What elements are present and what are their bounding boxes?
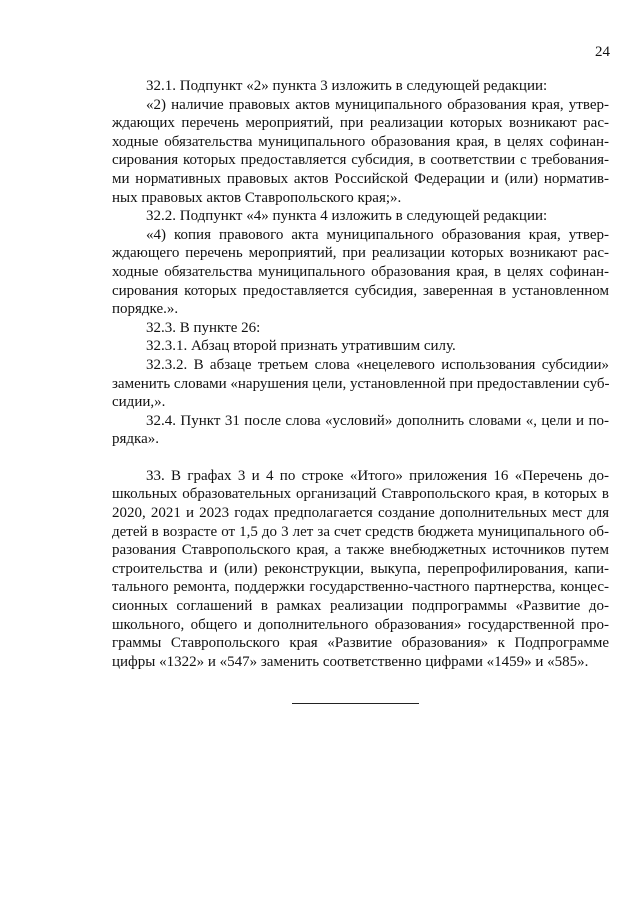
paragraph-32-3-2 (112, 356, 609, 412)
text-line: сирования которых предоставляется субсидия, в соответствии с требования- (112, 152, 609, 169)
text-line: «2) наличие правовых актов муниципального образования края, утвер- (146, 96, 609, 113)
text-line: 32.3. В пункте 26: (146, 319, 261, 336)
text-line: 32.3.2. В абзаце третьем слова «нецелевого использования субсидии» (146, 356, 609, 373)
text-line: детей в возрасте от 1,5 до 3 лет за счет средств бюджета муниципального об- (112, 523, 609, 540)
page-number: 24 (595, 44, 610, 60)
text-line: сионных соглашений в рамках реализации подпрограммы «Развитие до- (112, 598, 609, 615)
paragraph-32-2-quote (112, 226, 609, 319)
text-line: ходные обязательства муниципального образования края, в целях софинан- (112, 263, 609, 280)
paragraph-32-4 (112, 412, 609, 449)
text-line: 32.1. Подпункт «2» пункта 3 изложить в следующей редакции: (146, 78, 548, 94)
paragraph-32-3 (112, 319, 609, 338)
text-line: 32.3.1. Абзац второй признать утратившим силу. (146, 338, 456, 355)
paragraph-32-1-quote (112, 96, 609, 208)
text-line: ходные обязательства муниципального образования края, в целях софинан- (112, 133, 609, 150)
text-line: 32.2. Подпункт «4» пункта 4 изложить в следующей редакции: (146, 208, 548, 225)
text-line: порядке.». (112, 301, 179, 318)
text-line: ждающего перечень мероприятий, при реализации которых возникают рас- (112, 245, 609, 262)
closing-rule (292, 703, 419, 704)
text-line: ных правовых актов Ставропольского края;». (112, 189, 402, 206)
text-line: 2020, 2021 и 2023 годах предполагается создание дополнительных мест для (112, 505, 609, 522)
text-line: сирования которых предоставляется субсидия, заверенная в установленном (112, 282, 609, 299)
text-line: 32.4. Пункт 31 после слова «условий» дополнить словами «, цели и по- (146, 412, 609, 429)
text-line: рядка». (112, 431, 159, 448)
text-line: ждающих перечень мероприятий, при реализации которых возникают рас- (112, 115, 609, 132)
text-line: 33. В графах 3 и 4 по строке «Итого» приложения 16 «Перечень до- (146, 467, 609, 484)
text-line: тального ремонта, поддержки государственно-частного партнерства, концес- (112, 579, 609, 596)
text-line: строительства и (или) реконструкции, выкупа, перепрофилирования, капи- (112, 560, 609, 577)
text-line: школьных образовательных организаций Ставропольского края, в которых в (112, 486, 609, 503)
text-line: сидии,». (112, 394, 166, 411)
paragraph-32-3-1 (112, 337, 609, 356)
text-line: школьного, общего и дополнительного образования» государственной про- (112, 616, 609, 633)
text-line: «4) копия правового акта муниципального образования края, утвер- (146, 226, 609, 243)
text-line: граммы Ставропольского края «Развитие образования» к Подпрограмме (112, 635, 609, 652)
text-line: ми нормативных правовых актов Российской Федерации и (или) норматив- (112, 170, 609, 187)
document-body (112, 77, 609, 671)
text-line: цифры «1322» и «547» заменить соответственно цифрами «1459» и «585». (112, 653, 589, 670)
paragraph-32-1 (112, 77, 609, 96)
paragraph-32-2 (112, 207, 609, 226)
text-line: заменить словами «нарушения цели, установленной при предоставлении суб- (112, 375, 610, 392)
paragraph-33 (112, 467, 609, 672)
text-line: разования Ставропольского края, а также внебюджетных источников путем (112, 542, 609, 559)
paragraph-spacer (112, 449, 609, 467)
